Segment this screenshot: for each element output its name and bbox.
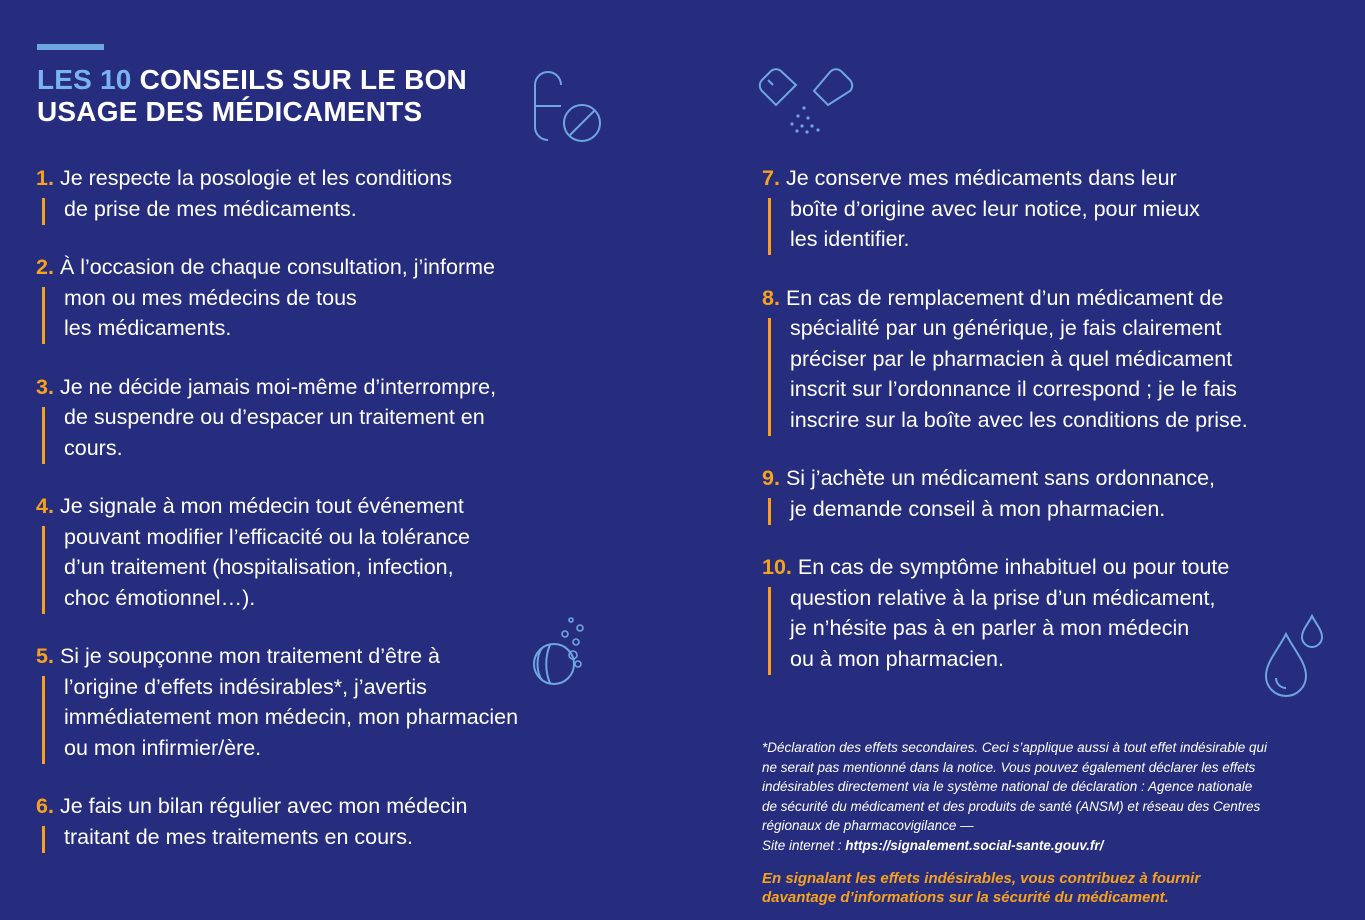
footnote-line: indésirables directement via le système national de déclaration : Agence nationale [762,779,1253,794]
footnote-line: de sécurité du médicament et des produits de santé (ANSM) et réseau des Centres [762,798,1261,814]
pill-capsule-icon [530,68,605,146]
tip-number: 1. [36,166,54,190]
tip-first-line [36,491,636,522]
tip-accent-bar [42,526,45,614]
tip-number: 4. [36,494,54,518]
tip-line: boîte d’origine avec leur notice, pour mieux [790,196,1200,221]
tip-line: de suspendre ou d’espacer un traitement en [64,405,485,429]
tip-number: 9. [762,466,780,490]
tip-text [762,463,1342,524]
tip-accent-bar [42,287,45,344]
tip-accent-bar [42,407,45,464]
callout [762,869,1332,907]
tip-item [36,372,636,464]
broken-capsule-icon [758,66,854,136]
tip-number: 2. [36,255,54,279]
tip-line: je n’hésite pas à en parler à mon médecin [790,616,1190,640]
tips-right-column [762,163,1342,702]
tip-line: À l’occasion de chaque consultation, j’informe [59,255,495,279]
tip-line: spécialité par un générique, je fais clairement [790,316,1222,340]
tip-item [762,463,1342,524]
tip-line: d’un traitement (hospitalisation, infection, [64,555,454,579]
tip-first-line [762,163,1342,194]
tip-number: 8. [762,285,780,310]
tip-line: inscrit sur l’ordonnance il correspond ; je le fais [790,377,1237,401]
callout-line2: davantage d’informations sur la sécurité du médicament. [762,889,1169,906]
title-accent-bar [37,44,104,50]
tip-first-line [36,641,636,672]
tip-line: En cas de symptôme inhabituel ou pour toute [797,555,1230,579]
tip-line: mon ou mes médecins de tous [64,285,357,310]
tip-line: je demande conseil à mon pharmacien. [790,496,1166,521]
tip-line: Je conserve mes médicaments dans leur [785,166,1177,190]
tip-line: les identifier. [790,227,910,251]
tip-item [762,163,1342,255]
tip-text [762,163,1342,255]
tip-first-line [36,252,636,283]
title-line1: CONSEILS SUR LE BON [139,64,467,95]
tip-line: cours. [64,435,123,460]
tip-text [762,552,1342,674]
tip-line: inscrire sur la boîte avec les conditions de prise. [790,407,1248,432]
tip-line: pouvant modifier l’efficacité ou la tolérance [64,524,470,549]
tip-line: ou à mon pharmacien. [790,646,1004,671]
footnote-line: *Déclaration des effets secondaires. Ceci s’applique aussi à tout effet indésirable qui [762,740,1268,755]
tip-item [36,641,636,763]
tip-text [762,283,1342,436]
callout-line1: En signalant les effets indésirables, vous contribuez à fournir [762,870,1201,887]
footnote-site [762,836,1332,856]
tip-number: 7. [762,166,780,190]
tip-item [762,552,1342,674]
tip-line: préciser par le pharmacien à quel médicament [790,346,1233,371]
tip-text [36,252,636,344]
footnote-site-label: Site internet : [762,837,846,853]
tip-accent-bar [42,826,45,853]
tip-item [36,491,636,613]
title-highlight: LES 10 [37,64,132,95]
tip-number: 5. [36,644,54,668]
tip-line: Je ne décide jamais moi-même d’interrompre, [59,374,497,399]
tip-item [36,791,636,852]
tip-line: immédiatement mon médecin, mon pharmacien [64,705,519,729]
tip-text [36,491,636,613]
tip-accent-bar [42,676,45,764]
tip-accent-bar [42,198,45,225]
tip-item [762,283,1342,436]
tip-text [36,163,636,224]
footnote-site-link[interactable]: https://signalement.social-sante.gouv.fr/ [845,837,1104,853]
footnote [762,738,1332,855]
tip-first-line [762,552,1342,583]
tip-text [36,372,636,464]
tip-first-line [36,372,636,403]
tip-number: 3. [36,374,54,399]
footnote-line: ne serait pas mentionné dans la notice. Vous pouvez également déclarer les effets [762,759,1256,775]
tip-line: Si je soupçonne mon traitement d’être à [59,644,440,668]
tip-line: En cas de remplacement d’un médicament de [785,285,1224,310]
tip-text [36,791,636,852]
tip-accent-bar [768,587,771,675]
tip-first-line [762,463,1342,494]
tip-line: les médicaments. [64,316,232,340]
tip-line: Si j’achète un médicament sans ordonnance, [785,466,1216,490]
tip-text [36,641,636,763]
tip-line: l’origine d’effets indésirables*, j’avertis [64,674,427,699]
footnote-line: régionaux de pharmacovigilance — [762,818,974,833]
tip-number: 6. [36,794,54,818]
tip-line: traitant de mes traitements en cours. [64,824,413,849]
tip-number: 10. [762,555,792,579]
tip-item [36,252,636,344]
tip-line: Je fais un bilan régulier avec mon médecin [59,794,468,818]
tip-first-line [36,791,636,822]
tip-line: choc émotionnel…). [64,585,256,610]
tip-line: de prise de mes médicaments. [64,196,357,221]
tip-first-line [762,283,1342,314]
tip-accent-bar [768,198,771,255]
tip-line: Je signale à mon médecin tout événement [59,494,464,518]
tip-item [36,163,636,224]
tips-left-column [36,163,636,880]
tip-accent-bar [768,318,771,436]
page-title [37,64,467,128]
title-line2: USAGE DES MÉDICAMENTS [37,96,423,127]
tip-first-line [36,163,636,194]
tip-line: question relative à la prise d’un médicament, [790,585,1216,610]
tip-line: Je respecte la posologie et les conditions [59,166,452,190]
tip-accent-bar [768,498,771,525]
tip-line: ou mon infirmier/ère. [64,735,262,760]
